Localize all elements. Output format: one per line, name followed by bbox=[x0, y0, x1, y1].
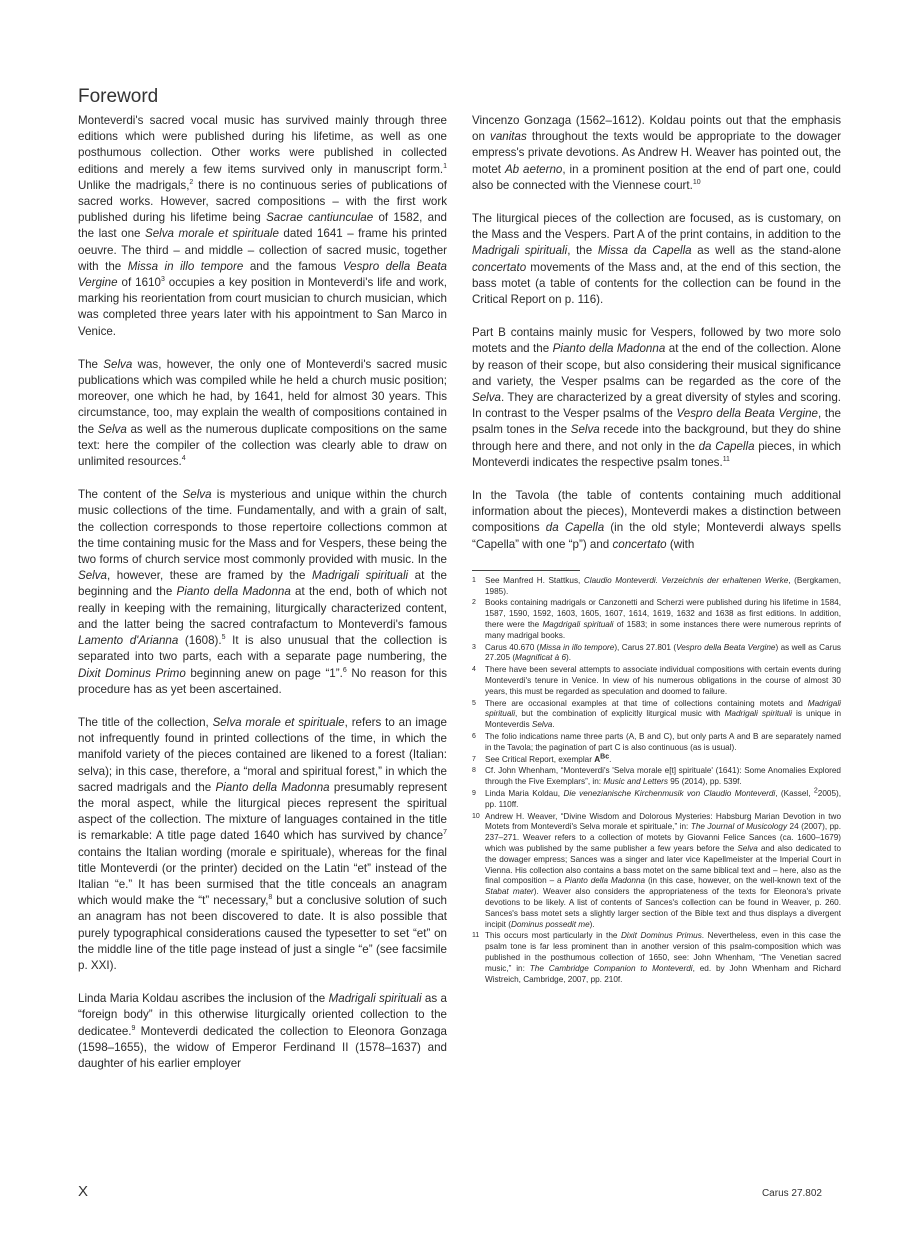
footnote-number: 3 bbox=[472, 643, 476, 651]
text-run: Unlike the madrigals, bbox=[78, 178, 190, 192]
text-run: . Nevertheless, even in this case the psalm tone is far less prominent than in another version of this psalm-composition which was published in the posthumous collection of 1650, see: John Whenham, “The Venetian sacred music,” in: bbox=[485, 931, 841, 973]
text-run: Ab aeterno bbox=[504, 162, 563, 176]
text-run: 95 (2014), pp. 539f. bbox=[667, 777, 742, 787]
text-run: 2005), pp. 110ff. bbox=[485, 789, 842, 809]
text-run: throughout the texts would be appropriate to the dowager empress's private devotions. As Andrew H. Weaver has pointed out, the motet bbox=[472, 130, 841, 176]
left-body bbox=[78, 113, 447, 1072]
page-title: Foreword bbox=[78, 85, 159, 107]
right-body bbox=[472, 113, 841, 553]
footnote bbox=[472, 931, 841, 985]
text-run: Cf. John Whenham, “Monteverdi's 'Selva morale e[t] spirituale' (1641): Some Anomalies Explored through the Five Exemplars”, in: bbox=[485, 766, 841, 787]
text-run: There are occasional examples at that time of collections containing motets and bbox=[485, 698, 808, 708]
footnote bbox=[472, 766, 841, 788]
text-run: Monteverdi dedicated the collection to Eleonora Gonzaga (1598–1655), the widow of Emperor Ferdinand II (1578–1637) and daughter of his earlier employer bbox=[78, 1024, 447, 1070]
text-run: Madrigali spirituali bbox=[485, 698, 841, 719]
text-run: . bbox=[552, 720, 555, 730]
text-run: Pianto della Madonna bbox=[215, 780, 330, 794]
body-paragraph bbox=[78, 991, 447, 1072]
text-run: The bbox=[78, 357, 104, 371]
text-run: The Journal of Musicology bbox=[690, 822, 788, 832]
footnote-number: 10 bbox=[472, 812, 480, 820]
footnote-ref: 4 bbox=[181, 455, 186, 463]
text-run: Carus 40.670 ( bbox=[485, 642, 540, 652]
footnote-number: 4 bbox=[472, 666, 476, 674]
text-run: The content of the bbox=[78, 488, 183, 502]
body-paragraph bbox=[78, 715, 447, 974]
text-run: at the beginning and the bbox=[78, 569, 447, 599]
text-run: Selva bbox=[472, 391, 502, 405]
footnote-ref: 1 bbox=[443, 162, 447, 170]
text-run: Claudio Monteverdi. Verzeichnis der erhaltenen Werke bbox=[583, 575, 789, 585]
text-run: was, however, the only one of Monteverdi's sacred music publications which was compiled while he held a church music position; moreover, one which he had, by 1641, held for almost 30 years. This circumstance, too, may explain the wealth of compositions contained in the bbox=[78, 357, 447, 436]
footnote-ref: 9 bbox=[131, 1024, 136, 1032]
body-paragraph bbox=[78, 113, 447, 340]
text-run: Selva morale et spirituale bbox=[144, 227, 279, 241]
body-paragraph bbox=[472, 488, 841, 553]
text-run: dated 1641 – frame his printed oeuvre. The third – and middle – collection of sacred music, together with the bbox=[78, 227, 448, 273]
text-run: movements of the Mass and, at the end of this section, the bass motet (a table of contents for the collection can be found in the Critical Report on p. 116). bbox=[472, 260, 841, 307]
text-run: of 1583; in some instances there were numerous reprints of many madrigal books. bbox=[485, 620, 841, 640]
text-run: Magdrigali spirituali bbox=[542, 620, 614, 630]
text-run: Dixit Dominus Primus bbox=[620, 931, 702, 941]
footnote-number: 6 bbox=[472, 733, 476, 741]
text-run: pieces, in which Monteverdi indicates the respective psalm tones. bbox=[472, 439, 841, 469]
text-run: ), Carus 27.801 ( bbox=[614, 642, 677, 652]
text-run: Monteverdi's sacred vocal music has survived mainly through three editions which were published during his lifetime, as well as one posthumous collection. Other works were published in collected editions and merely a few items survived only in manuscript form. bbox=[78, 114, 447, 176]
text-run: at the end, both of which not really in keeping with the remaining, liturgically characterized content, and the latter being the sacred contrafactum to Monteverdi's famous bbox=[78, 585, 447, 631]
text-run: A bbox=[594, 754, 601, 764]
text-run: Dominus possedit me bbox=[510, 919, 590, 929]
text-run: da Capella bbox=[698, 439, 755, 453]
text-run: Lamento d'Arianna bbox=[78, 634, 179, 648]
footnote bbox=[472, 643, 841, 665]
footnote-ref: 2 bbox=[189, 178, 194, 186]
footnotes bbox=[472, 576, 841, 985]
text-run: , (Kassel, bbox=[775, 789, 814, 799]
text-run: The folio indications name three parts (A, B and C), but only parts A and B are separately named in the Tavola; the pagination of part C is also continuous (as is usual). bbox=[485, 732, 841, 752]
text-run: Selva bbox=[97, 422, 127, 436]
footnote-ref: 7 bbox=[443, 829, 447, 837]
text-run: (with bbox=[666, 537, 695, 551]
text-run: but a conclusive solution of such an anagram has not been discovered to date. It is also possible that purely typographical considerations caused the typesetter to set “et” on the middle line of the title page instead of just a single “e” (see facsimile p. XXI). bbox=[78, 894, 447, 972]
text-run: presumably represent the moral aspect, while the liturgical pieces represent the spiritual aspect of the collection. The mixture of languages contained in the title is remarkable: A title page dated 1640 which has survived by chance bbox=[78, 780, 448, 843]
text-run: concertato bbox=[612, 537, 667, 551]
footnote bbox=[472, 752, 841, 766]
text-run: The Cambridge Companion to Monteverdi bbox=[529, 963, 693, 973]
text-run: da Capella bbox=[545, 521, 605, 535]
text-run: Sacrae cantiunculae bbox=[266, 211, 374, 225]
text-run: Selva bbox=[182, 488, 212, 502]
text-run: (1608). bbox=[178, 634, 222, 648]
footnote-ref: 10 bbox=[692, 178, 701, 186]
footnote bbox=[472, 699, 841, 731]
text-run: Missa da Capella bbox=[597, 244, 692, 258]
text-run: is unique in Monteverdis bbox=[485, 709, 841, 730]
text-run: Vespro della Beata Vergine bbox=[78, 259, 447, 290]
text-run: contains the Italian wording (morale e spirituale), whereas for the final title Monteverdi (or the printer) decided on the Latin “et” instead of the Italian “e.” It has been surmised that the title conceals an anagram which would make the “t” necessary, bbox=[78, 845, 447, 908]
body-paragraph bbox=[78, 357, 447, 470]
text-run: Stabat mater bbox=[485, 887, 534, 897]
text-run: , but the combination of explicitly liturgical music with bbox=[515, 709, 725, 719]
text-run: and the famous bbox=[243, 259, 343, 273]
text-run: (in this case, however, on the well-known text of the bbox=[645, 876, 841, 886]
footnote bbox=[472, 576, 841, 598]
text-run: of 1610 bbox=[117, 276, 161, 290]
footnote bbox=[472, 598, 841, 641]
text-run: Linda Maria Koldau, bbox=[485, 789, 564, 799]
footnote-ref: Bc bbox=[600, 752, 610, 760]
text-run: Madrigali spirituali bbox=[312, 569, 409, 583]
text-run: See Critical Report, exemplar bbox=[485, 754, 595, 764]
footnote-ref: 8 bbox=[268, 894, 273, 902]
footnote-ref: 11 bbox=[722, 456, 730, 463]
footnote bbox=[472, 732, 841, 754]
text-run: Vespro della Beata Vergine bbox=[676, 642, 776, 652]
text-run: Selva morale et spirituale bbox=[212, 715, 345, 729]
text-run: Selva bbox=[103, 357, 133, 371]
text-run: , the bbox=[567, 244, 598, 258]
footnote-rule bbox=[472, 570, 580, 571]
text-run: ). bbox=[566, 653, 572, 663]
text-run: . bbox=[609, 754, 612, 764]
text-run: vanitas bbox=[490, 130, 527, 144]
text-run: , ed. by John Whenham and Richard Wistreich, Cambridge, 2007, pp. 210f. bbox=[485, 963, 841, 984]
footnote-number: 2 bbox=[472, 599, 476, 607]
text-run: Selva bbox=[531, 720, 553, 730]
text-run: Part B contains mainly music for Vespers, followed by two more solo motets and the bbox=[472, 326, 841, 356]
footnote-ref: 3 bbox=[160, 276, 165, 284]
text-run: 24 (2007), pp. 237–271. Weaver refers to a collection of motets by Giovanni Felice Sances (ca. 1600–1679) which was published by the same publisher a few years before the bbox=[485, 822, 841, 853]
text-run: It is also unusual that the collection is separated into two parts, each with a separate page numbering, the bbox=[78, 634, 447, 664]
footnote-ref: 5 bbox=[221, 634, 226, 642]
footnote-number: 1 bbox=[472, 576, 476, 584]
text-run: Madrigali spirituali bbox=[472, 244, 568, 258]
text-run: there is no continuous series of publications of sacred works. However, sacred compositions – with the first work published during his lifetime being bbox=[78, 178, 447, 225]
footnote bbox=[472, 812, 841, 931]
text-run: Pianto della Madonna bbox=[176, 585, 291, 599]
text-run: This occurs most particularly in the bbox=[485, 931, 621, 941]
footnote-number: 7 bbox=[472, 755, 476, 763]
left-column bbox=[78, 113, 447, 1089]
text-run: In the Tavola (the table of contents containing much additional information about the pieces), Monteverdi makes a distinction between compositions bbox=[472, 489, 841, 535]
text-run: Vespro della Beata Vergine bbox=[676, 407, 819, 421]
text-run: Magnificat à 6 bbox=[515, 653, 567, 663]
text-run: beginning anew on page “1”. bbox=[185, 666, 343, 680]
text-run: (in the old style; Monteverdi always spells “Capella” with one “p”) and bbox=[472, 521, 841, 551]
text-run: is mysterious and unique within the church music collections of the time. Fundamentally, and with a grain of salt, the collection corresponds to those repertoire collections common at the time containing music for the Mass and for Vespers, these being the two forms of church service most commonly provided with music. In the bbox=[78, 488, 447, 567]
text-run: , in a prominent position at the end of part one, could also be connected with the Viennese court. bbox=[472, 162, 841, 192]
page-number: X bbox=[78, 1183, 89, 1200]
text-run: Missa in illo tempore bbox=[127, 259, 244, 273]
text-run: Madrigali spirituali bbox=[724, 709, 792, 719]
text-run: There have been several attempts to associate individual compositions with certain events during Monteverdi's tenure in Venice. In view of his numerous obligations in the course of almost 30 years, this must be regarded as speculation and doomed to failure. bbox=[485, 665, 841, 696]
text-run: Music and Letters bbox=[603, 777, 668, 787]
text-run: . They are characterized by a great diversity of styles and scoring. In contrast to the Vesper psalms of the bbox=[472, 391, 841, 421]
text-run: Madrigali spirituali bbox=[328, 992, 422, 1006]
text-run: Die venezianische Kirchenmusik von Claudio Monteverdi bbox=[563, 789, 776, 799]
footnote bbox=[472, 789, 841, 811]
footnote bbox=[472, 665, 841, 697]
text-run: Dixit Dominus Primo bbox=[78, 666, 186, 680]
text-run: , refers to an image not infrequently found in printed collections of the time, in which the manifold variety of the pieces contained are likened to a forest (Italian: selva); in this case, therefore, a “moral and spiritual forest,” in which the sacred madrigals and the bbox=[78, 715, 447, 794]
text-run: Vincenzo Gonzaga (1562–1612). Koldau points out that the emphasis on bbox=[472, 114, 841, 144]
text-run: concertato bbox=[472, 260, 527, 274]
text-run: Missa in illo tempore bbox=[539, 642, 615, 652]
body-paragraph bbox=[472, 211, 841, 308]
text-run: Andrew H. Weaver, “Divine Wisdom and Dolorous Mysteries: Habsburg Marian Devotion in two Motets from Monteverdi's Selva morale et spirituale,” in: bbox=[485, 811, 841, 832]
text-run: Selva bbox=[737, 844, 758, 853]
text-run: , (Bergkamen, 1985). bbox=[485, 575, 842, 596]
body-paragraph bbox=[78, 487, 447, 698]
text-run: The liturgical pieces of the collection are focused, as is customary, on the Mass and the Vespers. Part A of the print contains, in addition to the bbox=[472, 212, 841, 242]
text-run: of 1582, and the last one bbox=[78, 211, 447, 241]
footnote-ref: 2 bbox=[813, 787, 818, 795]
footnote-number: 11 bbox=[472, 932, 480, 940]
text-run: as a “foreign body” in this otherwise liturgically oriented collection to the dedicatee. bbox=[78, 992, 447, 1038]
text-run: as well as the stand-alone bbox=[691, 244, 842, 258]
text-run: Pianto della Madonna bbox=[552, 342, 666, 356]
text-run: Linda Maria Koldau ascribes the inclusion of the bbox=[78, 992, 329, 1006]
text-run: at the end of the collection. Alone by reason of their scope, but also considering their musical significance and variety, the Vesper psalms can be regarded as the core of the bbox=[472, 342, 841, 388]
text-run: Books containing madrigals or Canzonetti and Scherzi were published during his lifetime in 1584, 1587, 1590, 1592, 1603, 1605, 1607, 1614, 1619, 1632 and 1638 as first editions. In addition, there were the bbox=[485, 598, 841, 630]
text-run: ). Weaver also considers the appropriateness of the texts for Eleonora's private devotions to be likely. A list of contents of Sances's collection can be found in Weaver, p. 260. Sances's bass motet sets a slightly larger section of the Bible text and thus displays a divergent incipit ( bbox=[485, 887, 841, 929]
footnote-number: 9 bbox=[472, 790, 476, 798]
catalog-number: Carus 27.802 bbox=[761, 1188, 822, 1199]
body-paragraph bbox=[472, 325, 841, 471]
text-run: , however, these are framed by the bbox=[107, 569, 312, 583]
text-run: ) as well as Carus 27.205 ( bbox=[485, 642, 841, 663]
text-run: Selva bbox=[78, 569, 108, 583]
text-run: , the psalm tones in the bbox=[472, 407, 841, 437]
text-run: as well as the numerous duplicate compositions on the same text: here the compiler of the collection was clearly able to draw on unlimited resources. bbox=[78, 422, 447, 469]
footnote-ref: 6 bbox=[342, 666, 347, 674]
footnote-number: 8 bbox=[472, 767, 476, 775]
text-run: The title of the collection, bbox=[78, 715, 213, 729]
text-run: and also dedicated to the dowager empress; Sances was a singer and later vice Kapellmeister at the Imperial Court in Vienna. His collection also contains a bass motet on the same biblical text and – here, also as the final composition – a bbox=[485, 844, 842, 886]
right-column bbox=[472, 113, 841, 986]
text-run: Selva bbox=[570, 423, 600, 437]
text-run: recede into the background, but they do shine through here and there, and not only in the bbox=[472, 423, 841, 453]
text-run: See Manfred H. Stattkus, bbox=[485, 575, 584, 585]
body-paragraph bbox=[472, 113, 841, 194]
text-run: No reason for this procedure has as yet been ascertained. bbox=[78, 666, 447, 696]
footnote-number: 5 bbox=[472, 699, 476, 707]
text-run: occupies a key position in Monteverdi's life and work, marking his reorientation from court musician to church musician, which was completed three years later with his appointment to San Marco in Venice. bbox=[78, 276, 448, 338]
text-run: Pianto della Madonna bbox=[564, 876, 646, 886]
text-run: ). bbox=[589, 919, 595, 929]
